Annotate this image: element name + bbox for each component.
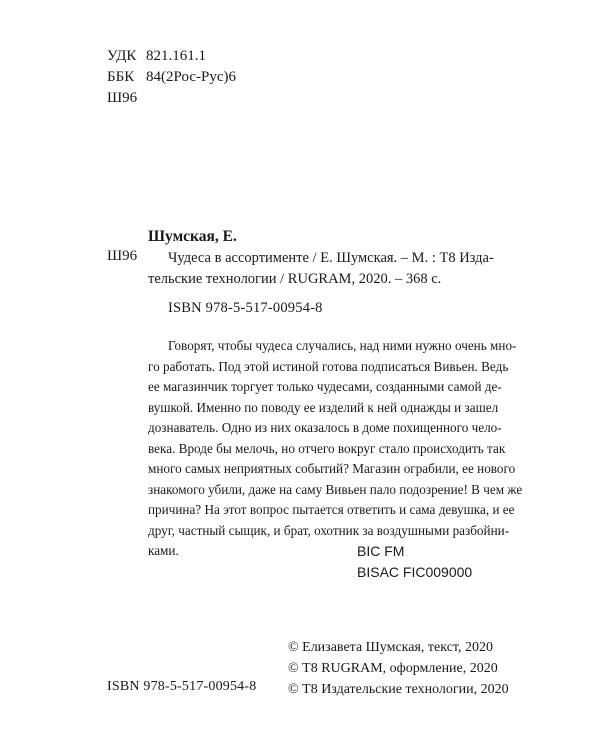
udk-label: УДК [107,48,137,64]
abstract-line: знакомого убили, даже на саму Вивьен пало подозрение! В чем же [148,481,523,497]
abstract-paragraph [148,336,523,562]
abstract-line: века. Вроде бы мелочь, но отчего вокруг стало происходить так [148,440,506,456]
cutter-code-top: Ш96 [107,90,138,106]
abstract-line: ее магазинчик торгует только чудесами, созданными самой де- [148,379,502,394]
abstract-line: дознаватель. Одно из них оказалось в доме похищенного чело- [148,420,502,435]
abstract-line: ками. [148,543,179,558]
bibliographic-description [148,248,518,290]
author-heading: Шумская, Е. [148,228,237,245]
copyright-text: © Елизавета Шумская, текст, 2020 [288,640,493,655]
description-line-1: Чудеса в ассортименте / Е. Шумская. – М. : Т8 Изда- [168,250,494,266]
isbn-footer: ISBN 978-5-517-00954-8 [107,679,257,694]
cutter-code-entry: Ш96 [107,248,138,264]
copyright-design: © Т8 RUGRAM, оформление, 2020 [288,661,498,676]
udk-row [107,46,236,67]
abstract-line: вушкой. Именно по поводу ее изделий к ней однажды и зашел [148,399,499,415]
bbk-row [107,67,236,88]
copyright-notices [288,637,509,700]
cutter-row [107,88,236,109]
abstract-line: го работать. Под этой истиной готова подписаться Вивьен. Ведь [148,358,509,374]
isbn-main: ISBN 978-5-517-00954-8 [168,300,323,316]
udk-value: 821.161.1 [146,48,206,64]
description-line-2: тельские технологии / RUGRAM, 2020. – 368 с. [148,271,442,287]
subject-codes [357,541,472,583]
bic-code: BIC FM [357,543,405,559]
copyright-publisher: © Т8 Издательские технологии, 2020 [288,682,509,697]
abstract-line: много самых неприятных событий? Магазин ограбили, ее нового [148,461,516,476]
bbk-value: 84(2Рос-Рус)6 [146,69,236,85]
bbk-label: ББК [107,69,135,85]
classification-codes [107,46,236,109]
abstract-line: причина? На этот вопрос пытается ответить и сама девушка, и ее [148,502,515,517]
abstract-line: друг, частный сыщик, и брат, охотник за воздушными разбойни- [148,522,510,538]
abstract-line: Говорят, чтобы чудеса случались, над ними нужно очень мно- [168,338,517,353]
bisac-code: BISAC FIC009000 [357,564,473,580]
